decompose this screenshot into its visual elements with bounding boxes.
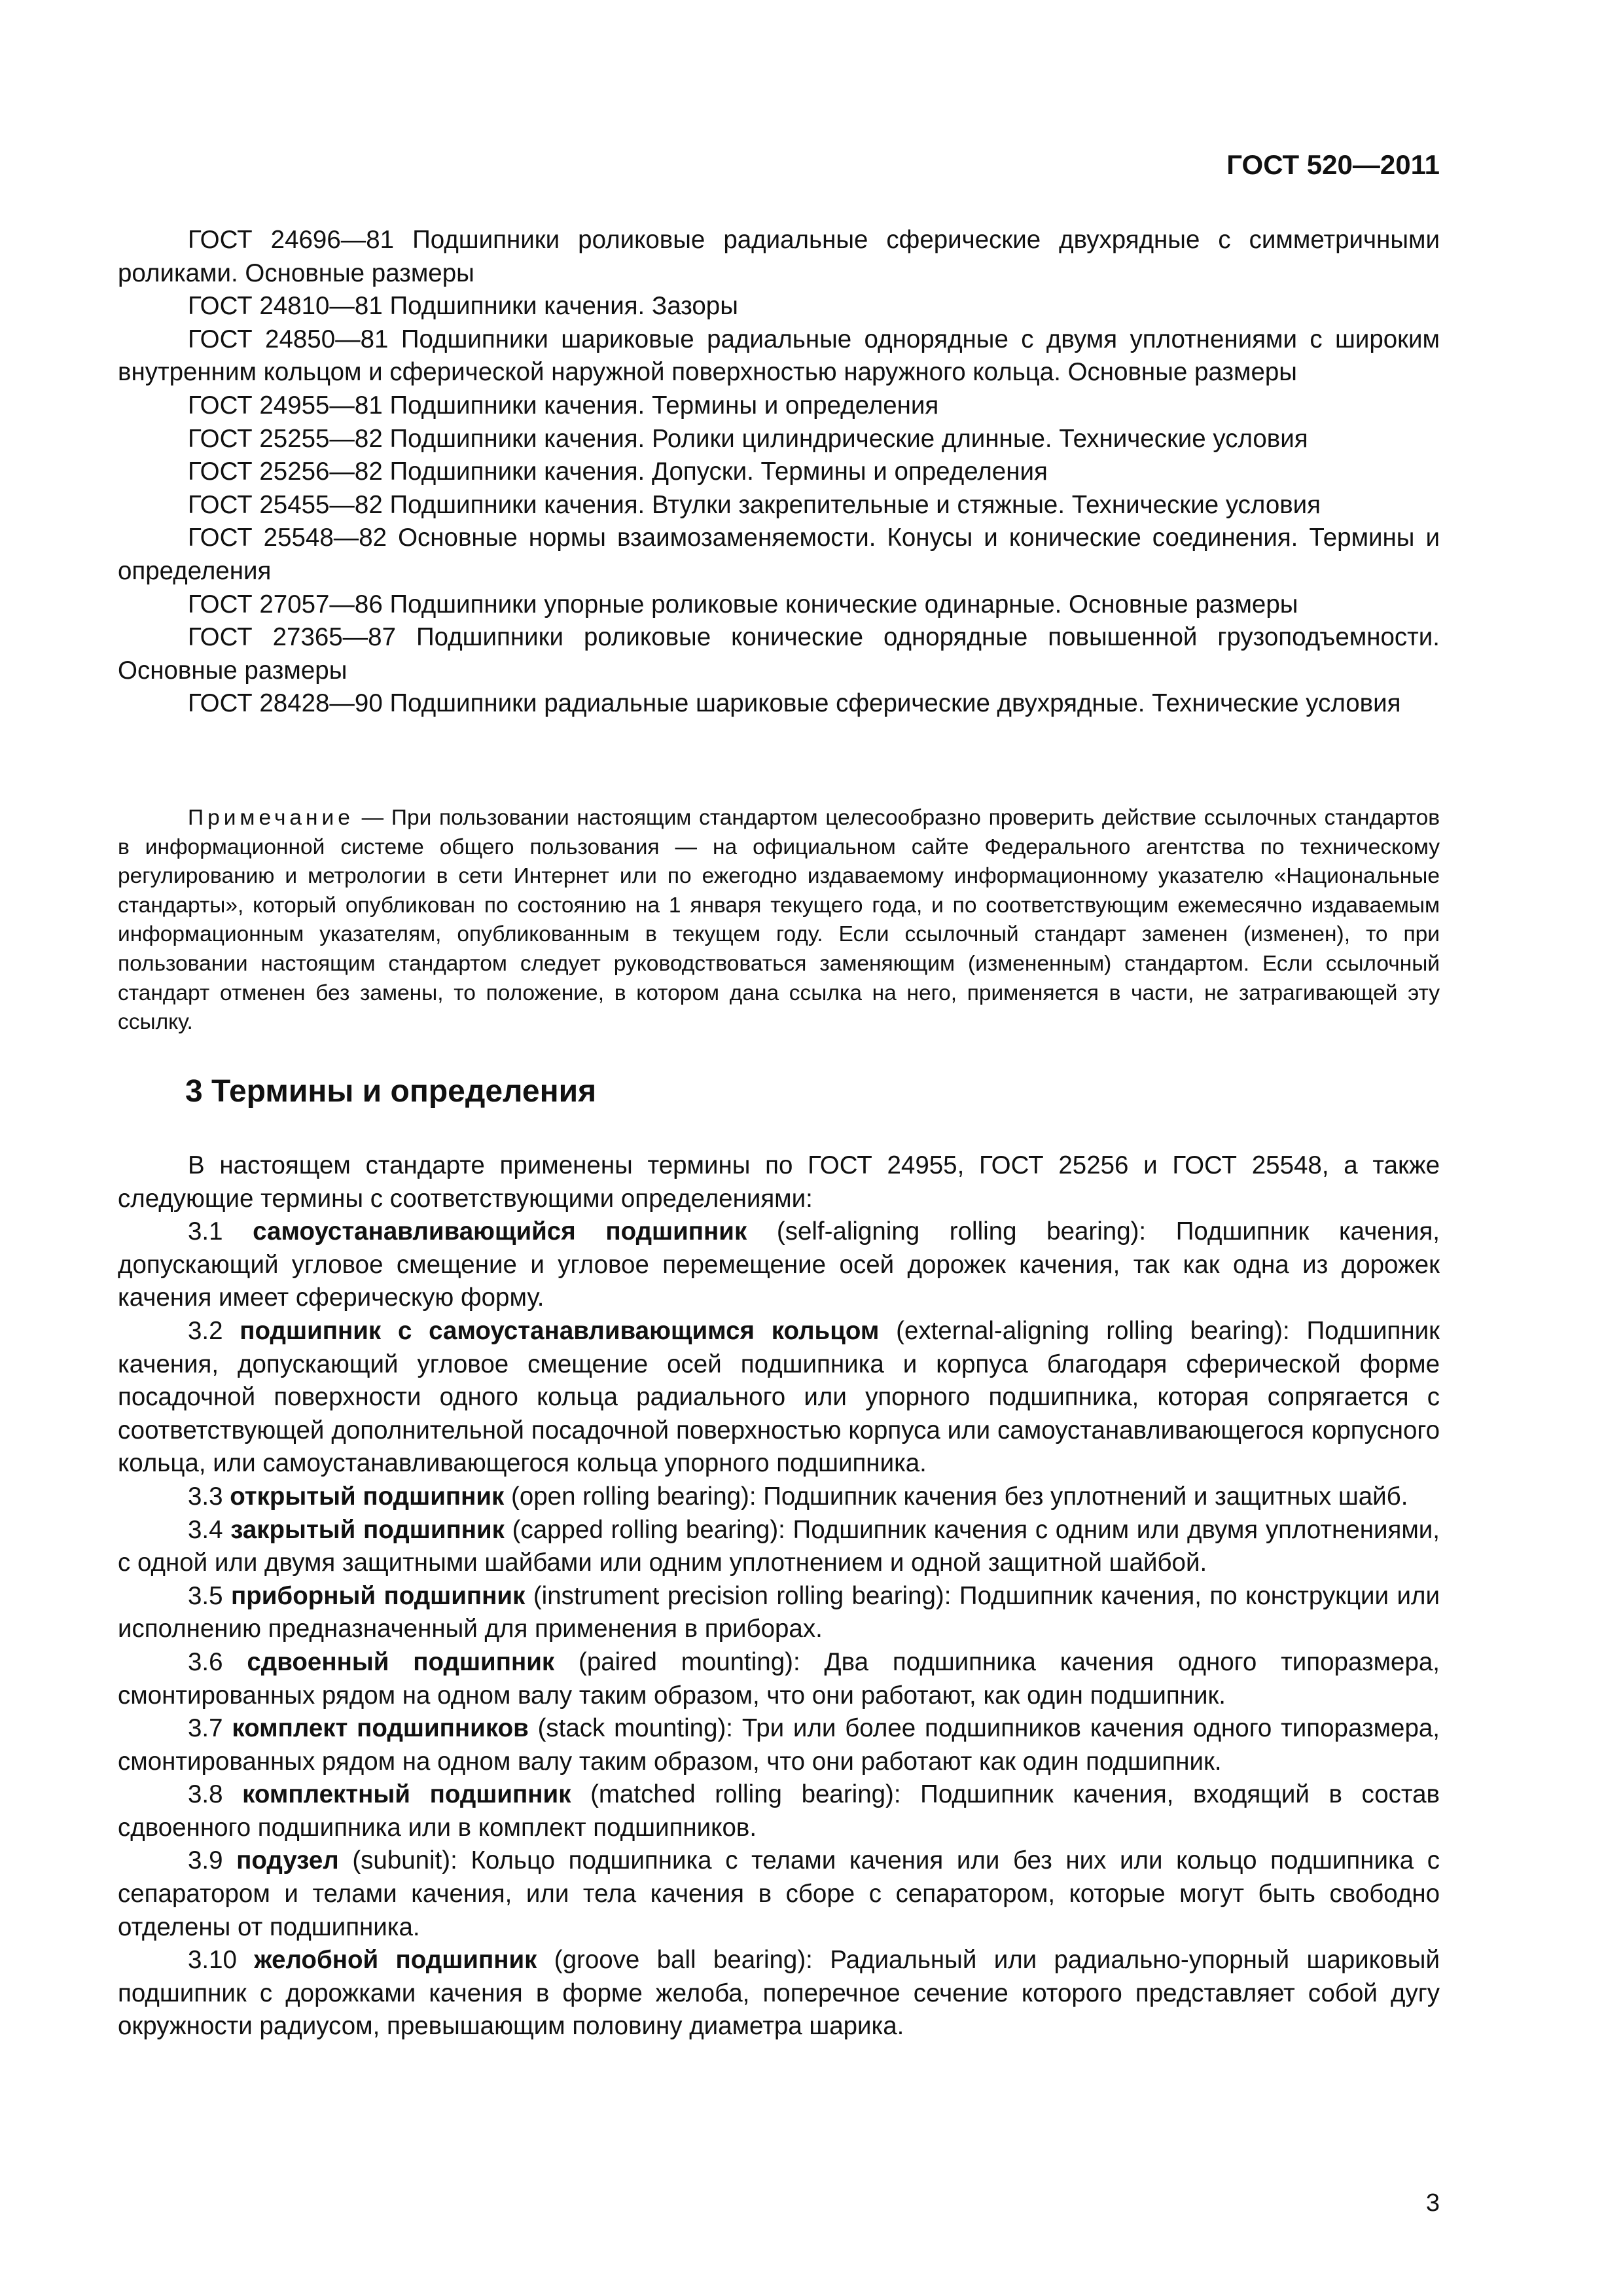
reference-item: ГОСТ 24955—81 Подшипники качения. Термины и определения [188, 391, 939, 420]
term-number: 3.6 [188, 1647, 247, 1676]
term-entry [118, 1580, 1440, 1646]
term-number: 3.7 [188, 1714, 232, 1743]
term-number: 3.1 [188, 1217, 253, 1246]
document-header: ГОСТ 520—2011 [1226, 149, 1440, 180]
term-name: подшипник с самоустанавливающимся кольцом [240, 1316, 880, 1345]
reference-item: ГОСТ 24810—81 Подшипники качения. Зазоры [188, 292, 738, 321]
document-page [118, 0, 1440, 2296]
term-number: 3.8 [188, 1780, 243, 1809]
term-name: сдвоенный подшипник [247, 1647, 555, 1676]
reference-item: ГОСТ 24850—81 Подшипники шариковые радиальные однорядные с двумя уплотнениями с широким внутренним кольцом и сферической наружной поверхностью наружного кольца. Основные размеры [118, 325, 1440, 387]
term-name: комплектный подшипник [242, 1780, 571, 1809]
term-definition: (open rolling bearing): Подшипник качения без уплотнений и защитных шайб. [504, 1482, 1408, 1511]
section-intro: В настоящем стандарте применены термины по ГОСТ 24955, ГОСТ 25256 и ГОСТ 25548, а также следующие термины с соответствующими определениями: [118, 1151, 1440, 1213]
term-number: 3.9 [188, 1846, 237, 1875]
term-entry [118, 1215, 1440, 1315]
term-entry [118, 1712, 1440, 1778]
term-number: 3.3 [188, 1482, 230, 1511]
term-name: открытый подшипник [230, 1482, 505, 1511]
term-number: 3.4 [188, 1515, 231, 1544]
term-definition: (capped rolling bearing): Подшипник качения с одним или двумя уплотнениями, с одной или двумя защитными шайбами или одним уплотнением и одной защитной шайбой. [118, 1515, 1440, 1577]
term-name: приборный подшипник [230, 1581, 526, 1610]
section-title: 3 Термины и определения [185, 1074, 597, 1109]
reference-item: ГОСТ 28428—90 Подшипники радиальные шариковые сферические двухрядные. Технические условия [188, 689, 1401, 718]
reference-item: ГОСТ 25256—82 Подшипники качения. Допуски. Термины и определения [188, 457, 1048, 486]
term-definition: (paired mounting): Два подшипника качения одного типоразмера, смонтированных рядом на одном валу таким образом, что они работают, как один подшипник. [118, 1647, 1440, 1710]
reference-item: ГОСТ 27365—87 Подшипники роликовые конические однорядные повышенной грузоподъемности. Основные размеры [118, 623, 1440, 685]
term-definition: (matched rolling bearing): Подшипник качения, входящий в состав сдвоенного подшипника или в комплект подшипников. [118, 1780, 1440, 1842]
term-definition: (instrument precision rolling bearing): Подшипник качения, по конструкции или исполнению предназначенный для применения в приборах. [118, 1581, 1440, 1643]
page-number: 3 [1425, 2189, 1440, 2217]
term-definition: (stack mounting): Три или более подшипников качения одного типоразмера, смонтированных рядом на одном валу таким образом, что они работают как один подшипник. [118, 1714, 1440, 1776]
term-entry [118, 1514, 1440, 1580]
reference-item: ГОСТ 25255—82 Подшипники качения. Ролики цилиндрические длинные. Технические условия [188, 424, 1308, 453]
term-name: желобной подшипник [254, 1946, 537, 1975]
term-definition: (groove ball bearing): Радиальный или радиально-упорный шариковый подшипник с дорожками качения в форме желоба, поперечное сечение которого представляет собой дугу окружности радиусом, превышающим половину диаметра шарика. [118, 1946, 1440, 2041]
reference-list [118, 224, 1440, 721]
note-paragraph [118, 804, 1440, 1037]
term-name: самоустанавливающийся подшипник [253, 1217, 747, 1246]
term-definition: (external-aligning rolling bearing): Подшипник качения, допускающий угловое смещение осей подшипника и корпуса благодаря сферической форме посадочной поверхности одного кольца радиального или упорного подшипника, которая сопрягается с соответствующей дополнительной посадочной поверхностью корпуса или самоустанавливающегося корпусного кольца, или самоустанавливающегося кольца упорного подшипника. [118, 1316, 1440, 1478]
reference-item: ГОСТ 25548—82 Основные нормы взаимозаменяемости. Конусы и конические соединения. Термины и определения [118, 524, 1440, 585]
term-entry [118, 1315, 1440, 1480]
term-name: подузел [236, 1846, 339, 1875]
reference-item: ГОСТ 27057—86 Подшипники упорные роликовые конические одинарные. Основные размеры [188, 590, 1298, 619]
term-name: закрытый подшипник [230, 1515, 505, 1544]
term-number: 3.10 [188, 1946, 255, 1975]
note-text: — При пользовании настоящим стандартом целесообразно проверить действие ссылочных стандартов в информационной системе общего пользования — на официальном сайте Федерального агентства по техническому регулированию и метрологии в сети Интернет или по ежегодно издаваемому информационному указателю «Национальные стандарты», который опубликован по состоянию на 1 января текущего года, и по соответствующим ежемесячно издаваемым информационным указателям, опубликованным в текущем году. Если ссылочный стандарт заменен (изменен), то при пользовании настоящим стандартом следует руководствоваться заменяющим (измененным) стандартом. Если ссылочный стандарт отменен без замены, то положение, в котором дана ссылка на него, применяется в части, не затрагивающей эту ссылку. [118, 806, 1440, 1035]
term-number: 3.5 [188, 1581, 231, 1610]
term-entry [118, 1646, 1440, 1712]
term-entry [118, 1844, 1440, 1944]
term-definition: (self-aligning rolling bearing): Подшипник качения, допускающий угловое смещение и угловое перемещение осей дорожек качения, так как одна из дорожек качения имеет сферическую форму. [118, 1217, 1440, 1312]
term-number: 3.2 [188, 1316, 240, 1345]
term-entry [118, 1778, 1440, 1844]
reference-item: ГОСТ 25455—82 Подшипники качения. Втулки закрепительные и стяжные. Технические условия [188, 490, 1321, 519]
terms-list [118, 1149, 1440, 2043]
term-definition: (subunit): Кольцо подшипника с телами качения или без них или кольцо подшипника с сепаратором и телами качения, или тела качения в сборе с сепаратором, которые могут быть свободно отделены от подшипника. [118, 1846, 1440, 1941]
reference-item: ГОСТ 24696—81 Подшипники роликовые радиальные сферические двухрядные с симметричными роликами. Основные размеры [118, 226, 1440, 287]
term-name: комплект подшипников [232, 1714, 529, 1743]
term-entry [118, 1944, 1440, 2043]
term-entry [118, 1480, 1440, 1514]
note-label: Примечание [188, 806, 354, 830]
